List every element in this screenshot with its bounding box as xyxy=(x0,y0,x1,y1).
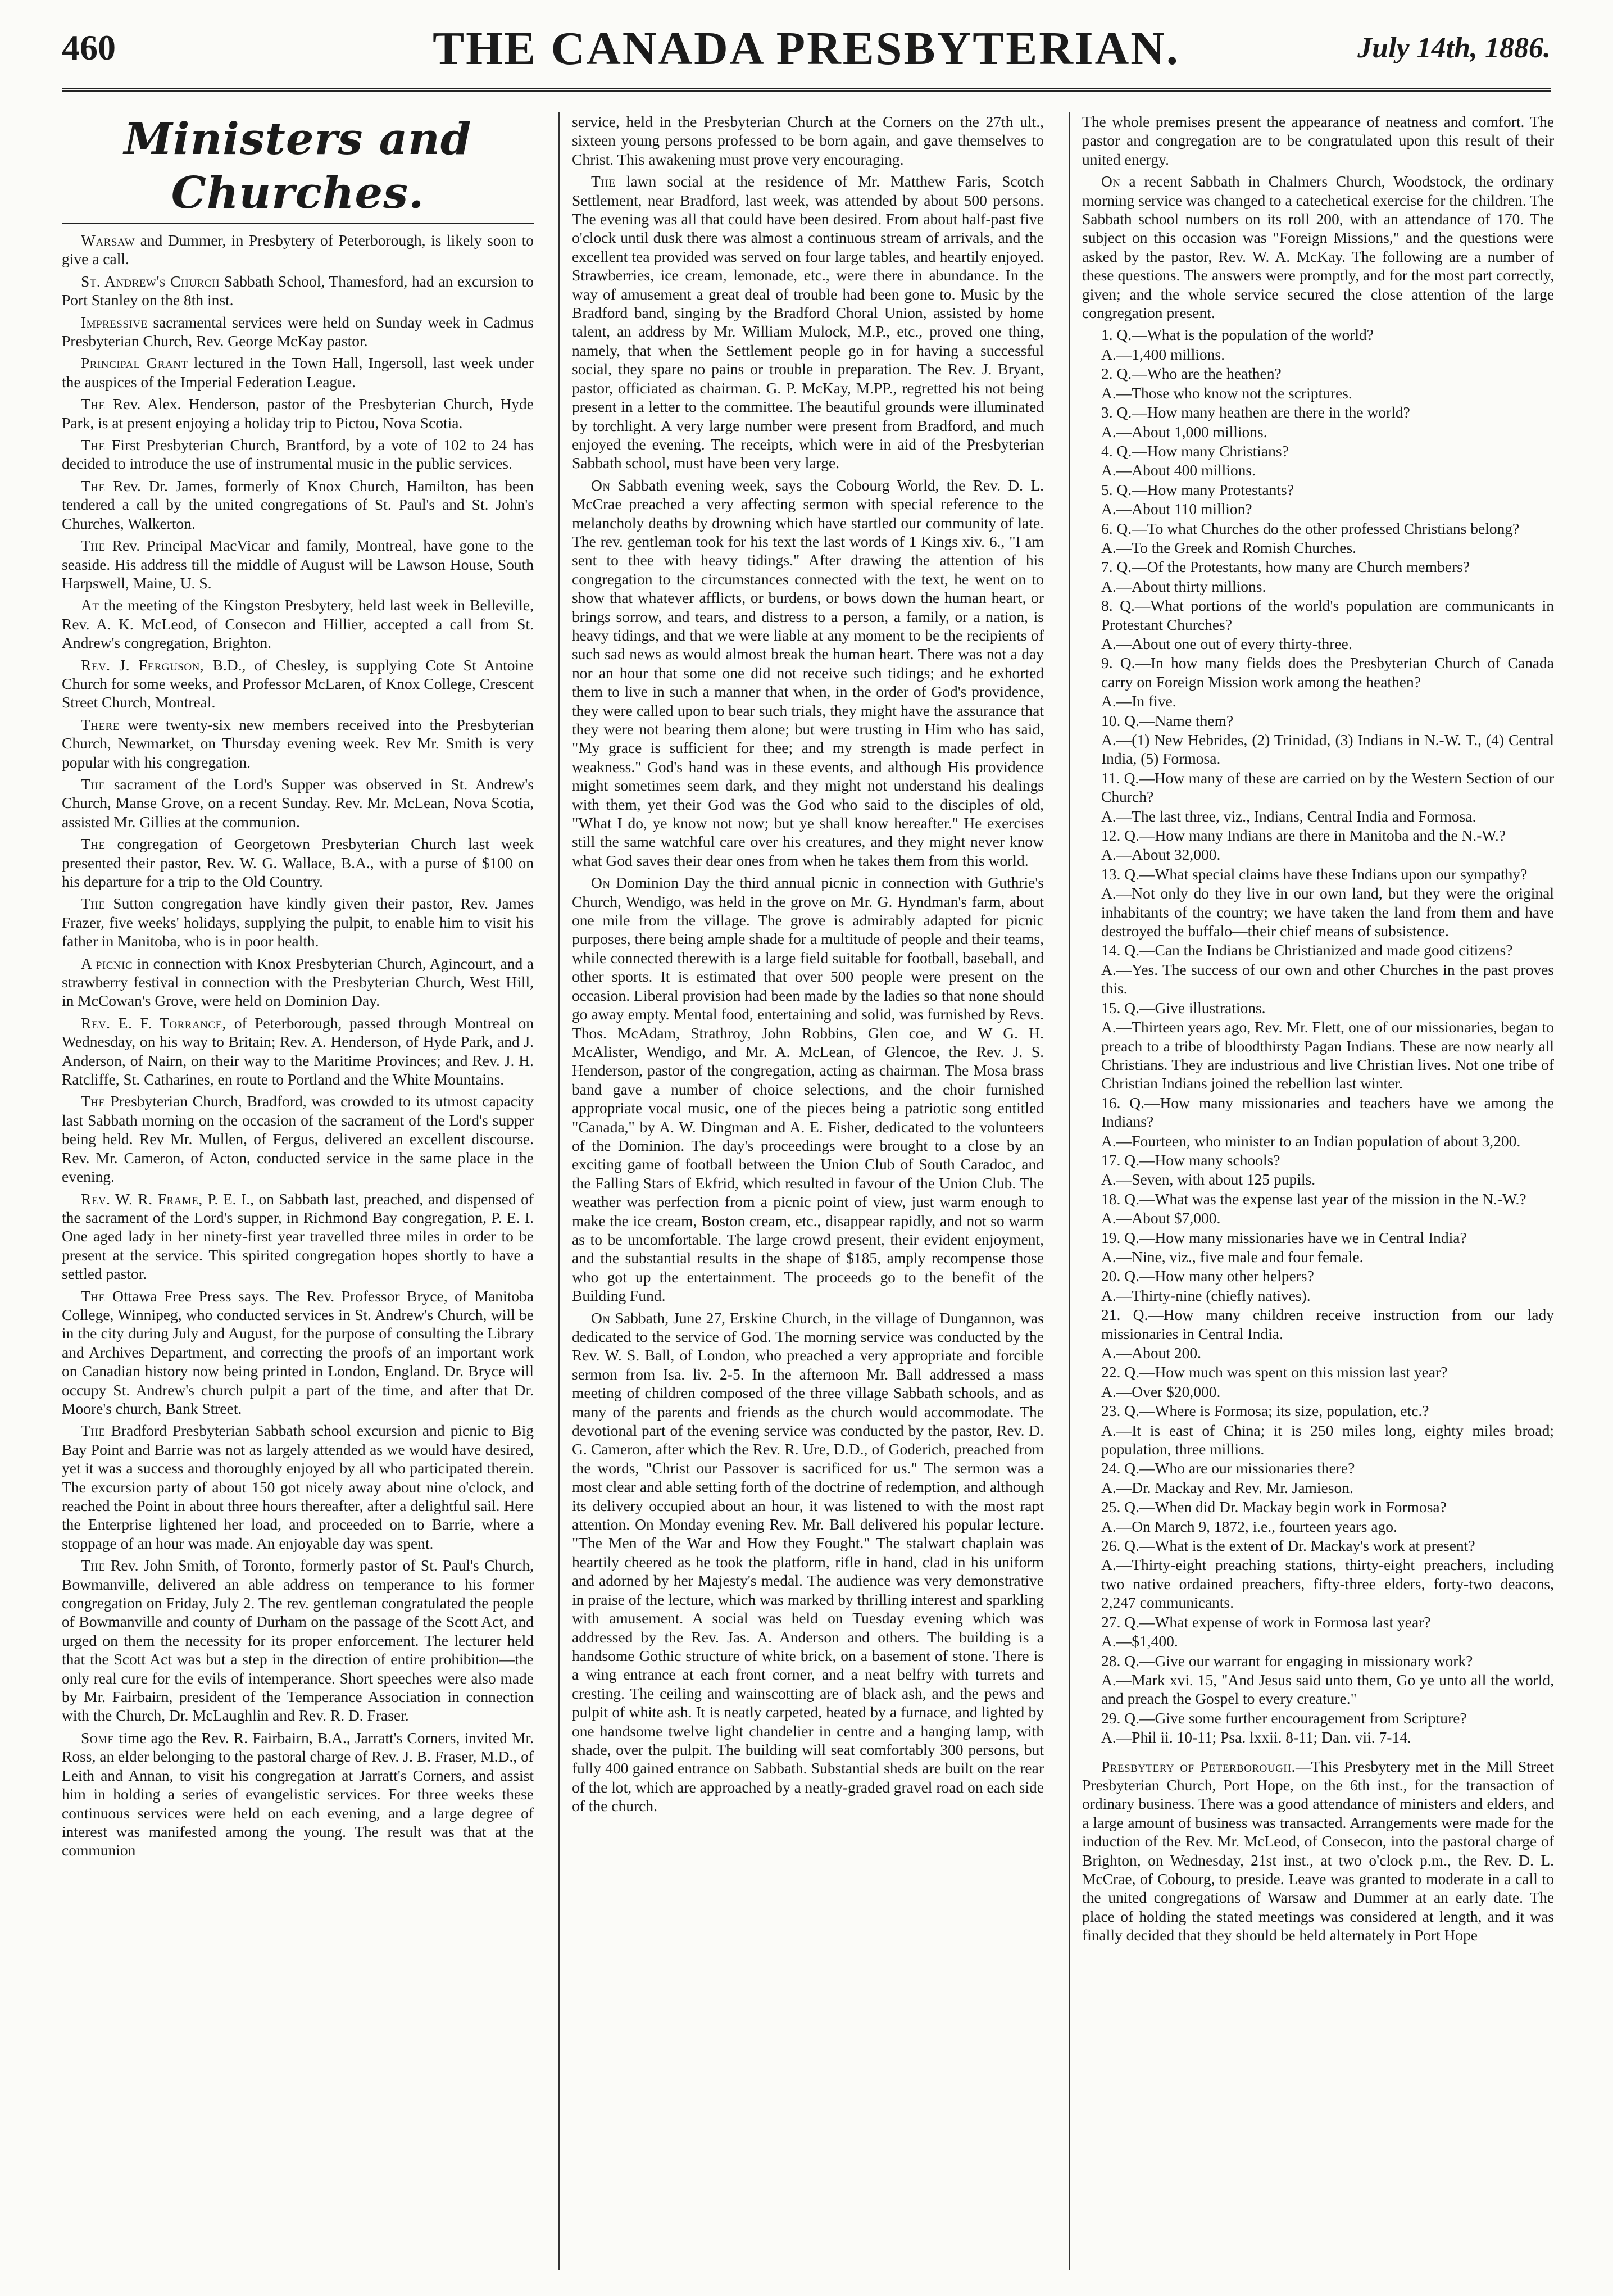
catechism-answer: A.—About 1,000 millions. xyxy=(1101,423,1267,441)
catechism-question: 17. Q.—How many schools? xyxy=(1101,1151,1280,1169)
article-paragraph xyxy=(62,231,534,269)
paragraph-text: in connection with Knox Presbyterian Church, Agincourt, and a strawberry festival in connection with the Presbyterian Church, West Hill, in McCowan's Grove, were held on Dominion Day. xyxy=(62,954,534,1010)
catechism-question: 4. Q.—How many Christians? xyxy=(1101,442,1289,460)
paragraph-lead: The xyxy=(81,835,106,853)
paragraph-text: service, held in the Presbyterian Church at the Corners on the 27th ult., sixteen young persons professed to be born again, and gave themselves to Christ. This awakening must prove very encouraging. xyxy=(572,113,1044,168)
catechism-answer: A.—The last three, viz., Indians, Central India and Formosa. xyxy=(1101,807,1476,825)
catechism-question: 9. Q.—In how many fields does the Presbyterian Church of Canada carry on Foreign Mission work among the heathen? xyxy=(1101,654,1554,691)
paragraph-text: Dominion Day the third annual picnic in connection with Guthrie's Church, Wendigo, was held in the grove on Mr. G. Hyndman's farm, about one mile from the village. The grove is admirably adapted for picnic purposes, there being ample shade for a multitude of people and their teams, while connected therewith is a large field suitable for football, baseball, and other sports. It is estimated that over 500 people were present on the occasion. Liberal provision had been made by the ladies so that none should go away empty. Mental food, entertaining and solid, was furnished by Revs. Thos. McAdam, Strathroy, John Robbins, Glen coe, and W G. H. McAlister, Wendigo, and Mr. A. McLean, of Glencoe, the Rev. J. S. Henderson, pastor of the congregation, acting as chairman. The Mosa brass band gave a number of choice selections, and the choir furnished appropriate vocal music, one of the pieces being a patriotic song entitled "Canada," by A. W. Dingman and A. E. Fisher, dedicated to the volunteers of the Dominion. The day's proceedings were brought to a close by an exciting game of football between the Union Club of South Caradoc, and the Falling Stars of Ekfrid, which resulted in favour of the Union Club. The weather was perfection from a picnic point of view, just warm enough to make the ice cream, Boston cream, etc., disappear rapidly, and not so warm as to be uncomfortable. The large crowd present, their evident enjoyment, and the substantial results in the shape of $185, amply recompense those who got up the entertainment. The proceeds go to the benefit of the Building Fund. xyxy=(572,874,1044,1305)
paragraph-text: congregation of Georgetown Presbyterian Church last week presented their pastor, Rev. W. G. Wallace, B.A., with a purse of $100 on his departure for a trip to the Old Country. xyxy=(62,835,534,890)
header-rule xyxy=(62,88,1551,92)
paragraph-text: The whole premises present the appearance of neatness and comfort. The pastor and congregation are to be congratulated upon this result of their united energy. xyxy=(1082,113,1554,168)
catechism-question: 10. Q.—Name them? xyxy=(1101,711,1234,729)
paragraph-text: Sabbath, June 27, Erskine Church, in the village of Dungannon, was dedicated to the service of God. The morning service was conducted by the Rev. W. S. Ball, of London, who preached a very appropriate and forcible sermon from Isa. liv. 2-5. In the afternoon Mr. Ball addressed a mass meeting of children composed of the three village Sabbath schools, and as many of the parents and friends as the church would accommodate. The devotional part of the evening service was conducted by the pastor, Rev. D. G. Cameron, after which the Rev. R. Ure, D.D., of Goderich, preached from the words, "Christ our Passover is sacrificed for us." The sermon was a most clear and able setting forth of the doctrine of redemption, and although its delivery occupied about an hour, it was listened to with the most rapt attention. On Monday evening Rev. Mr. Ball delivered his popular lecture. "The Men of the War and How they Fought." The stalwart chaplain was heartily cheered as he took the platform, rifle in hand, clad in his uniform and adorned by her Majesty's medal. The audience was very demonstrative in praise of the lecture, which was marked by thrilling interest and sparkling with amusement. A social was held on Tuesday evening which was addressed by the Rev. Jas. A. Anderson and others. The building is a handsome Gothic structure of white brick, on a basement of stone. There is a wing entrance at each front corner, and a neat belfry with turrets and cresting. The ceiling and wainscotting are of black ash, and the pews and pulpit of white ash. It is neatly carpeted, heated by a furnace, and lighted by one handsome twelve light chandelier in centre and a hanging lamp, with shade, over the pulpit. The building will seat comfortably 300 persons, but fully 400 gained entrance on Sabbath. Substantial sheds are built on the rear of the lot, which are approached by a neatly-graded gravel road on each side of the church. xyxy=(572,1309,1044,1815)
paragraph-lead: The xyxy=(81,1557,106,1574)
catechism-list xyxy=(1082,325,1554,1746)
column-2 xyxy=(572,112,1044,2270)
column-1-body xyxy=(62,231,534,1860)
paragraph-lead: The xyxy=(81,436,106,454)
catechism-answer: A.—Over $20,000. xyxy=(1101,1382,1221,1400)
paragraph-text: were twenty-six new members received into the Presbyterian Church, Newmarket, on Thursday evening week. Rev Mr. Smith is very popular with his congregation. xyxy=(62,715,534,771)
paragraph-text: Rev. Principal MacVicar and family, Montreal, have gone to the seaside. His address till the middle of August will be Lawson House, South Harpswell, Maine, U. S. xyxy=(62,537,534,592)
paragraph-lead: The xyxy=(591,173,616,190)
paragraph-lead: The xyxy=(81,895,106,913)
paragraph-text: Rev. Dr. James, formerly of Knox Church, Hamilton, has been tendered a call by the united congregations of St. Paul's and St. John's Churches, Walkerton. xyxy=(62,477,534,532)
catechism-answer: A.—About 32,000. xyxy=(1101,846,1221,864)
article-paragraph xyxy=(572,112,1044,169)
catechism-answer: A.—About one out of every thirty-three. xyxy=(1101,634,1352,652)
paragraph-text: Ottawa Free Press says. The Rev. Professor Bryce, of Manitoba College, Winnipeg, who conducted services in St. Andrew's Church, will be in the city during July and August, for the purpose of consulting the Library and Archives Department, and correcting the proofs of an important work on Canadian history now being printed in London, England. Dr. Bryce will occupy St. Andrew's church pulpit a part of the time, and after that Dr. Moore's church, Bank Street. xyxy=(62,1287,534,1417)
article-paragraph xyxy=(62,775,534,831)
article-paragraph xyxy=(62,1014,534,1089)
paragraph-text: time ago the Rev. R. Fairbairn, B.A., Jarratt's Corners, invited Mr. Ross, an elder belonging to the pastoral charge of Rev. J. B. Fraser, M.D., of Leith and Annan, to visit his congregation at Jarratt's Corners, and assist him in holding a series of evangelistic services. For three weeks these continuous services were held on each evening, and a large degree of interest was manifested among the young. The result was that at the communion xyxy=(62,1728,534,1859)
catechism-question: 1. Q.—What is the population of the world? xyxy=(1101,326,1374,344)
catechism-question: 6. Q.—To what Churches do the other professed Christians belong? xyxy=(1101,519,1520,537)
paragraph-lead: Rev. E. F. Torrance, xyxy=(81,1014,227,1032)
catechism-answer: A.—Thirteen years ago, Rev. Mr. Flett, one of our missionaries, began to preach to a tribe of bloodthirsty Pagan Indians. These are now nearly all Christians. They are industrious and live Christian lives. Not one tribe of Christian Indians joined the rebellion last winter. xyxy=(1101,1018,1554,1092)
article-paragraph xyxy=(62,536,534,592)
article-paragraph xyxy=(1082,112,1554,169)
paragraph-lead: On xyxy=(1101,173,1121,190)
paragraph-lead: On xyxy=(591,1309,611,1327)
article-paragraph xyxy=(62,715,534,772)
catechism-question: 16. Q.—How many missionaries and teachers have we among the Indians? xyxy=(1101,1093,1554,1131)
paragraph-text: B.D., of Chesley, is supplying Cote St Antoine Church for some weeks, and Professor McLaren, of Knox College, Crescent Street Church, Montreal. xyxy=(62,656,534,711)
article-paragraph xyxy=(62,834,534,891)
paragraph-text: and Dummer, in Presbytery of Peterborough, is likely soon to give a call. xyxy=(62,232,534,268)
catechism-question: 14. Q.—Can the Indians be Christianized and made good citizens? xyxy=(1101,941,1513,959)
catechism-answer: A.—(1) New Hebrides, (2) Trinidad, (3) Indians in N.-W. T., (4) Central India, (5) Formosa. xyxy=(1101,731,1554,768)
catechism-question: 27. Q.—What expense of work in Formosa last year? xyxy=(1101,1613,1431,1631)
paragraph-text: a recent Sabbath in Chalmers Church, Woodstock, the ordinary morning service was changed to a catechetical exercise for the children. The Sabbath school numbers on its roll 200, with an attendance of 170. The subject on this occasion was "Foreign Missions," and the questions were asked by the pastor, Rev. W. A. McKay. The following are a number of these questions. The answers were promptly, and for the most part correctly, given; and the whole service secured the close attention of the large congregation present. xyxy=(1082,173,1554,322)
masthead: THE CANADA PRESBYTERIAN. xyxy=(433,22,1180,75)
paragraph-text: Sutton congregation have kindly given their pastor, Rev. James Frazer, five weeks' holidays, supplying the pulpit, to enable him to visit his father in Manitoba, who is in poor health. xyxy=(62,895,534,950)
catechism-question: 20. Q.—How many other helpers? xyxy=(1101,1267,1314,1285)
catechism-answer: A.—1,400 millions. xyxy=(1101,345,1225,363)
paragraph-lead: On xyxy=(591,874,611,892)
paragraph-text: Sabbath evening week, says the Cobourg World, the Rev. D. L. McCrae preached a very affecting sermon with special reference to the melancholy deaths by drowning which have startled our community of late. The rev. gentleman took for his text the last words of 1 Kings xiv. 6., "I am sent to thee with heavy tidings." After drawing the attention of his congregation to the circumstances connected with the text, he went on to show that whatever afflicts, or burdens, or bows down the human heart, or brings sorrow, and tears, and distress to a person, a family, or a nation, is heavy tidings, and that we were liable at any moment to be the recipients of such sad news as would almost break the human heart. There was not a day nor an hour that some one did not receive such tidings; and he exhorted them to live in such a manner that when, in the order of God's providence, they were called upon to bear such trials, they might have the assurance that they were not bearing them alone; but were trusting in Him who has said, "My grace is sufficient for thee; and my strength is made perfect in weakness." God's hand was in these events, and although His providence might sometimes seem dark, and they might not understand his dealings with them, yet their God was the God who said to the disciples of old, "What I do, ye know not now; but ye shall know hereafter." He exercises still the same watchful care over his creatures, and they might never know what God saves their dear ones from when he takes them from this world. xyxy=(572,476,1044,869)
page-number: 460 xyxy=(62,28,116,67)
article-paragraph xyxy=(62,596,534,652)
catechism-question: 23. Q.—Where is Formosa; its size, population, etc.? xyxy=(1101,1402,1429,1420)
paragraph-lead: The xyxy=(81,1422,106,1440)
catechism-answer: A.—Phil ii. 10-11; Psa. lxxii. 8-11; Dan. vii. 7-14. xyxy=(1101,1728,1411,1746)
article-paragraph xyxy=(62,353,534,391)
catechism-question: 26. Q.—What is the extent of Dr. Mackay's work at present? xyxy=(1101,1537,1475,1555)
catechism-answer: A.—Yes. The success of our own and other Churches in the past proves this. xyxy=(1101,960,1554,997)
catechism-question: 5. Q.—How many Protestants? xyxy=(1101,480,1294,498)
article-paragraph xyxy=(62,313,534,351)
article-paragraph xyxy=(1082,172,1554,322)
catechism-answer: A.—$1,400. xyxy=(1101,1632,1178,1650)
column-3-intro xyxy=(1082,112,1554,322)
catechism-question: 12. Q.—How many Indians are there in Manitoba and the N.-W.? xyxy=(1101,827,1506,845)
paragraph-text: sacramental services were held on Sunday week in Cadmus Presbyterian Church, Rev. George McKay pastor. xyxy=(62,313,534,350)
article-paragraph xyxy=(62,1287,534,1418)
article-paragraph xyxy=(572,1309,1044,1816)
catechism-question: 2. Q.—Who are the heathen? xyxy=(1101,365,1282,383)
paragraph-lead: Rev. W. R. Frame, xyxy=(81,1190,203,1208)
article-paragraph xyxy=(62,954,534,1010)
section-title: Ministers and Churches. xyxy=(124,114,472,219)
section-title-rule xyxy=(62,223,534,224)
catechism-question: 21. Q.—How many children receive instruction from our lady missionaries in Central India. xyxy=(1101,1306,1554,1342)
page-header xyxy=(62,21,1551,83)
paragraph-text: Rev. John Smith, of Toronto, formerly pastor of St. Paul's Church, Bowmanville, delivered an able address on temperance to his former congregation on Friday, July 2. The rev. gentleman congratulated the people of Bowmanville and county of Durham on the passage of the Scott Act, and urged on them the necessity for its proper enforcement. The lecturer held that the Scott Act was but a step in the direction of entire prohibition—the only real cure for the evils of intemperance. Short speeches were also made by Mr. Fairbairn, president of the Temperance Association in connection with the Church, Dr. McLaughlin and Rev. R. D. Fraser. xyxy=(62,1557,534,1725)
paragraph-text: Sabbath School, Thamesford, had an excursion to Port Stanley on the 8th inst. xyxy=(62,272,534,309)
article-paragraph xyxy=(62,894,534,950)
column-3-outro xyxy=(1082,1757,1554,1945)
column-divider xyxy=(558,112,560,2270)
column-1 xyxy=(62,112,534,2270)
catechism-answer: A.—About 110 million? xyxy=(1101,500,1252,518)
paragraph-lead: Impressive xyxy=(81,313,148,331)
catechism-question: 28. Q.—Give our warrant for engaging in missionary work? xyxy=(1101,1651,1473,1669)
paragraph-lead: The xyxy=(81,477,106,494)
column-2-body xyxy=(572,112,1044,1816)
paragraph-lead: The xyxy=(81,537,106,555)
catechism-answer: A.—Thirty-nine (chiefly natives). xyxy=(1101,1286,1311,1304)
article-paragraph xyxy=(62,394,534,432)
catechism-answer: A.—On March 9, 1872, i.e., fourteen years ago. xyxy=(1101,1517,1397,1535)
catechism-question: 15. Q.—Give illustrations. xyxy=(1101,999,1266,1017)
catechism-answer: A.—Thirty-eight preaching stations, thirty-eight preachers, including two native ordained preachers, fifty-three elders, forty-two deacons, 2,247 communicants. xyxy=(1101,1556,1554,1612)
article-paragraph xyxy=(62,477,534,533)
catechism-answer: A.—About $7,000. xyxy=(1101,1209,1221,1227)
article-paragraph xyxy=(572,873,1044,1305)
catechism-question: 25. Q.—When did Dr. Mackay begin work in Formosa? xyxy=(1101,1498,1447,1516)
paragraph-lead: The xyxy=(81,1287,106,1305)
catechism-question: 19. Q.—How many missionaries have we in Central India? xyxy=(1101,1228,1467,1246)
paragraph-lead: At xyxy=(81,596,99,614)
catechism-answer: A.—Those who know not the scriptures. xyxy=(1101,384,1352,402)
catechism-question: 22. Q.—How much was spent on this mission last year? xyxy=(1101,1363,1448,1381)
catechism-answer: A.—About 200. xyxy=(1101,1344,1201,1362)
catechism-question: 7. Q.—Of the Protestants, how many are Church members? xyxy=(1101,558,1470,576)
paragraph-lead: On xyxy=(591,476,611,494)
paragraph-lead: St. Andrew's Church xyxy=(81,272,220,290)
paragraph-lead: Principal Grant xyxy=(81,354,188,372)
paragraph-text: Bradford Presbyterian Sabbath school excursion and picnic to Big Bay Point and Barrie was not as largely attended as we would have desired, yet it was a success and thoroughly enjoyed by all who participated therein. The excursion party of about 150 got nicely away about nine o'clock, and reached the Point in about three hours thereafter, after a delightful sail. Here the Enterprise lightened her load, and proceeded on to Barrie, where a stoppage of an hour was made. An enjoyable day was spent. xyxy=(62,1422,534,1552)
catechism-answer: A.—About thirty millions. xyxy=(1101,577,1266,595)
catechism-answer: A.—In five. xyxy=(1101,692,1176,710)
paragraph-text: P. E. I., on Sabbath last, preached, and dispensed of the sacrament of the Lord's supper, in Richmond Bay congregation, P. E. I. One aged lady in her ninety-first year travelled three miles in order to be present at the service. This spirited congregation hopes shortly to have a settled pastor. xyxy=(62,1190,534,1283)
paragraph-text: Presbyterian Church, Bradford, was crowded to its utmost capacity last Sabbath morning on the occasion of the sacrament of the Lord's supper being held. Rev Mr. Mullen, of Fergus, delivered an excellent discourse. Rev. Mr. Cameron, of Acton, conducted service in the same place in the evening. xyxy=(62,1092,534,1186)
article-paragraph xyxy=(1082,1757,1554,1945)
paragraph-lead: The xyxy=(81,775,106,793)
paragraph-text: First Presbyterian Church, Brantford, by a vote of 102 to 24 has decided to introduce the use of instrumental music in the public services. xyxy=(62,436,534,473)
article-paragraph xyxy=(62,1190,534,1283)
catechism-answer: A.—It is east of China; it is 250 miles long, eighty miles broad; population, three millions. xyxy=(1101,1421,1554,1458)
catechism-question: 24. Q.—Who are our missionaries there? xyxy=(1101,1459,1355,1477)
paragraph-lead: The xyxy=(81,1092,106,1110)
paragraph-text: the meeting of the Kingston Presbytery, held last week in Belleville, Rev. A. K. McLeod, of Consecon and Hillier, accepted a call from St. Andrew's congregation, Brighton. xyxy=(62,596,534,652)
article-paragraph xyxy=(62,1728,534,1860)
catechism-answer: A.—Nine, viz., five male and four female. xyxy=(1101,1247,1364,1265)
paragraph-text: —This Presbytery met in the Mill Street Presbyterian Church, Port Hope, on the 6th inst., for the transaction of ordinary business. There was a good attendance of ministers and elders, and a large amount of business was transacted. Arrangements were made for the induction of the Rev. Mr. McLeod, of Consecon, into the pastoral charge of Brighton, on Wednesday, 21st inst., at two o'clock p.m., the Rev. D. L. McCrae, of Cobourg, to preside. Leave was granted to moderate in a call to the united congregations of Warsaw and Dummer at an early date. The place of holding the stated meetings was considered at length, and it was finally decided that they should be held alternately in Port Hope xyxy=(1082,1757,1554,1944)
column-3 xyxy=(1082,112,1554,2270)
catechism-answer: A.—Seven, with about 125 pupils. xyxy=(1101,1170,1316,1188)
catechism-question: 11. Q.—How many of these are carried on by the Western Section of our Church? xyxy=(1101,769,1554,806)
article-paragraph xyxy=(62,1092,534,1186)
catechism-answer: A.—About 400 millions. xyxy=(1101,461,1256,479)
article-paragraph xyxy=(62,435,534,473)
article-paragraph xyxy=(572,172,1044,473)
catechism-question: 13. Q.—What special claims have these Indians upon our sympathy? xyxy=(1101,865,1528,883)
catechism-question: 29. Q.—Give some further encouragement from Scripture? xyxy=(1101,1709,1467,1727)
issue-date: July 14th, 1886. xyxy=(1357,32,1551,64)
paragraph-lead: There xyxy=(81,715,120,733)
catechism-question: 3. Q.—How many heathen are there in the world? xyxy=(1101,403,1410,421)
article-paragraph xyxy=(62,656,534,712)
paragraph-lead: The xyxy=(81,395,106,413)
article-paragraph xyxy=(62,272,534,310)
column-divider xyxy=(1069,112,1070,2270)
catechism-answer: A.—Not only do they live in our own land, but they were the original inhabitants of the country; we have taken the land from them and have destroyed the buffalo—their chief means of subsistence. xyxy=(1101,884,1554,940)
catechism-answer: A.—Fourteen, who minister to an Indian population of about 3,200. xyxy=(1101,1132,1521,1150)
paragraph-text: lawn social at the residence of Mr. Matthew Faris, Scotch Settlement, near Bradford, last week, was attended by about 500 persons. The evening was all that could have been desired. From about half-past five o'clock until dusk there was almost a continuous stream of arrivals, and the excellent tea provided was served on four large tables, and heartily enjoyed. Strawberries, ice cream, lemonade, etc., were there in abundance. In the way of amusement a great deal of trouble had been gone to. Music by the Bradford band, singing by the Bradford Choral Union, assisted by home talent, an address by Mr. William Mulock, M.P., etc., proved one thing, namely, that when the Settlement people go in for having a successful social, they spare no pains or trouble in preparation. The Rev. J. Bryant, pastor, officiated as chairman. G. P. McKay, M.PP., regretted his not being present in a letter to the committee. The beautiful grounds were illuminated by torchlight. A very large number were present from Bradford, and much enjoyed the evening. The receipts, which were in aid of the Presbyterian Sabbath school, must have been very large. xyxy=(572,173,1044,472)
paragraph-text: sacrament of the Lord's Supper was observed in St. Andrew's Church, Manse Grove, on a recent Sunday. Rev. Mr. McLean, Nova Scotia, assisted Mr. Gillies at the communion. xyxy=(62,775,534,831)
paragraph-lead: Rev. J. Ferguson, xyxy=(81,656,205,674)
catechism-question: 18. Q.—What was the expense last year of the mission in the N.-W.? xyxy=(1101,1190,1526,1208)
paragraph-text: lectured in the Town Hall, Ingersoll, last week under the auspices of the Imperial Federation League. xyxy=(62,354,534,391)
paragraph-lead: A picnic xyxy=(81,954,133,972)
article-paragraph xyxy=(572,476,1044,870)
paragraph-text: of Peterborough, passed through Montreal on Wednesday, on his way to Britain; Rev. A. Henderson, of Hyde Park, and J. Anderson, of Nairn, on their way to the Maritime Provinces; and Rev. J. H. Ratcliffe, St. Catharines, en route to Portland and the White Mountains. xyxy=(62,1014,534,1088)
paragraph-lead: Warsaw xyxy=(81,232,135,249)
catechism-question: 8. Q.—What portions of the world's population are communicants in Protestant Churches? xyxy=(1101,597,1554,633)
article-paragraph xyxy=(62,1556,534,1725)
paragraph-lead: Some xyxy=(81,1728,115,1746)
paragraph-text: Rev. Alex. Henderson, pastor of the Presbyterian Church, Hyde Park, is at present enjoying a holiday trip to Pictou, Nova Scotia. xyxy=(62,395,534,432)
paragraph-lead: Presbytery of Peterborough. xyxy=(1101,1757,1296,1775)
article-paragraph xyxy=(62,1421,534,1553)
catechism-answer: A.—Dr. Mackay and Rev. Mr. Jamieson. xyxy=(1101,1478,1353,1496)
catechism-answer: A.—Mark xvi. 15, "And Jesus said unto them, Go ye unto all the world, and preach the Gospel to every creature." xyxy=(1101,1671,1554,1708)
catechism-answer: A.—To the Greek and Romish Churches. xyxy=(1101,538,1357,556)
